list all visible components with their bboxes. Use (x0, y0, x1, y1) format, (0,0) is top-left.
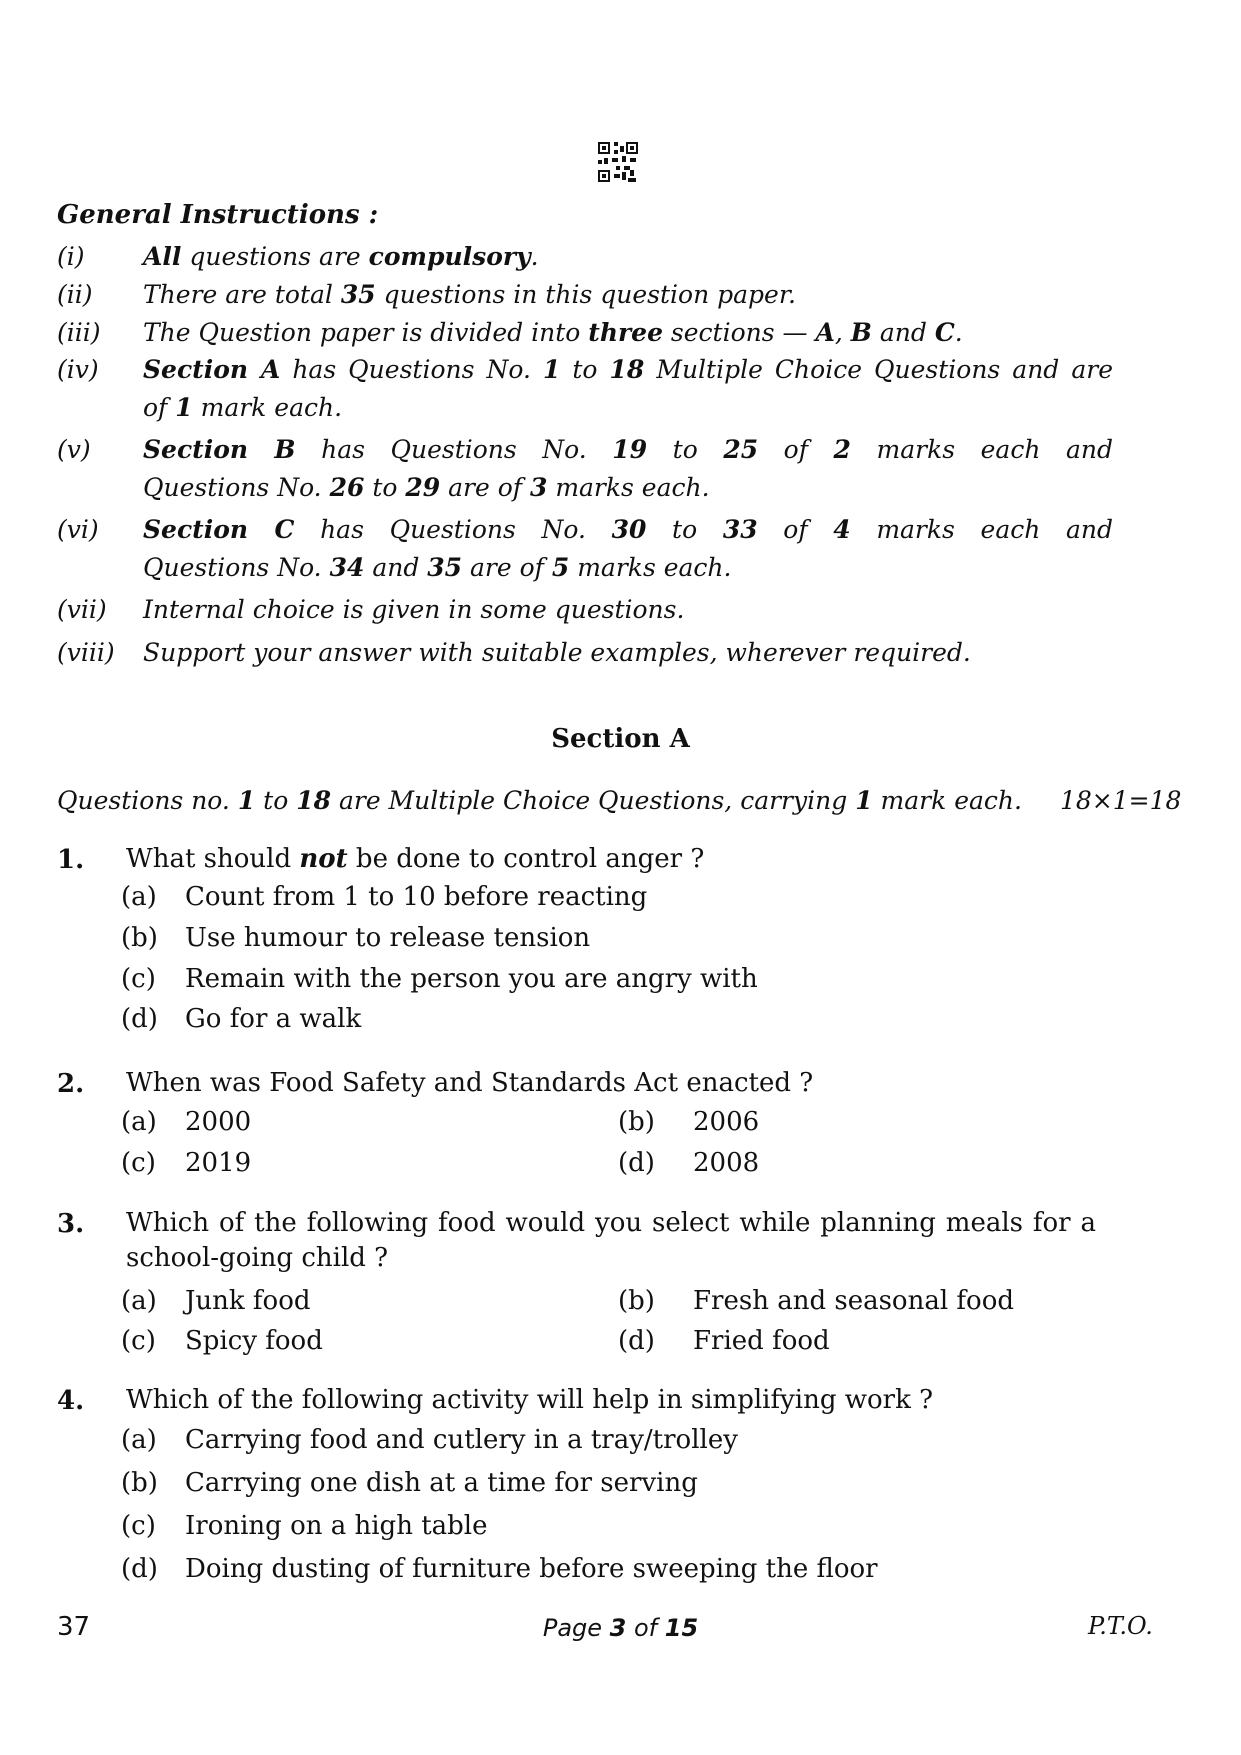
section-note (57, 786, 1022, 815)
text-run: to (560, 355, 610, 384)
text-run: 1 (175, 393, 193, 422)
option-text: Remain with the person you are angry with (185, 964, 758, 994)
text-run: to (255, 786, 297, 815)
option-letter: (b) (121, 1468, 158, 1498)
instruction-text-continued (143, 469, 710, 507)
option-text: 2000 (185, 1107, 252, 1137)
text-run: not (299, 844, 348, 874)
text-run: Section C (143, 515, 295, 544)
text-run: The Question paper is divided into (143, 318, 589, 347)
option-text: Use humour to release tension (185, 923, 591, 953)
text-run: questions in this question paper. (375, 280, 796, 309)
question-text (126, 1066, 813, 1101)
instruction-number: (ii) (57, 280, 93, 309)
text-run: 19 (612, 435, 648, 464)
text-run: 1 (237, 786, 256, 815)
option-letter: (a) (121, 1286, 157, 1316)
text-run: 30 (611, 515, 647, 544)
text-run: Multiple Choice Questions and are (644, 355, 1113, 384)
option-text: Doing dusting of furniture before sweeping the floor (185, 1554, 878, 1584)
paper-code: 37 (57, 1612, 91, 1642)
option-letter: (c) (121, 1511, 156, 1541)
text-run: to (647, 435, 724, 464)
text-run: mark each. (192, 393, 343, 422)
instruction-number: (vi) (57, 515, 99, 544)
text-run: 2 (833, 435, 851, 464)
text-run: of (757, 515, 834, 544)
text-run: Section B (143, 435, 296, 464)
text-run: Questions no. (57, 786, 238, 815)
option-text: 2008 (693, 1148, 760, 1178)
question-text (126, 1206, 1096, 1276)
pto-label: P.T.O. (1088, 1612, 1153, 1640)
text-run: What should (126, 844, 300, 874)
text-run: Section A (143, 355, 281, 384)
instruction-text-continued (143, 389, 342, 427)
page-number: Page 3 of 15 (542, 1614, 699, 1642)
text-run: 26 (329, 473, 365, 502)
text-run: three (588, 318, 663, 347)
text-run: Support your answer with suitable examples, wherever required. (143, 638, 971, 667)
option-letter: (b) (618, 1107, 655, 1137)
text-run: and (871, 318, 935, 347)
question-number: 3. (57, 1209, 85, 1239)
text-run: Internal choice is given in some questions. (143, 595, 685, 624)
text-run: 34 (329, 553, 365, 582)
instruction-text (143, 276, 796, 314)
question-number: 2. (57, 1069, 85, 1099)
text-run: be done to control anger ? (347, 844, 705, 874)
option-text: 2006 (693, 1107, 760, 1137)
qr-code-icon (598, 142, 638, 182)
text-run: are Multiple Choice Questions, carrying (331, 786, 856, 815)
instruction-number: (iv) (57, 355, 99, 384)
option-text: Junk food (185, 1286, 311, 1316)
option-text: Carrying food and cutlery in a tray/trolley (185, 1425, 738, 1455)
question-number: 4. (57, 1386, 85, 1416)
general-instructions-title: General Instructions : (57, 200, 379, 230)
text-run: are of (462, 553, 552, 582)
option-text: Ironing on a high table (185, 1511, 488, 1541)
text-run: . (530, 242, 539, 271)
text-run: marks each and (850, 435, 1113, 464)
instruction-number: (viii) (57, 638, 115, 667)
text-run: 3 (529, 473, 548, 502)
text-run: Which of the following food would you select while planning meals for a school-going child ? (126, 1208, 1096, 1273)
instruction-text (143, 351, 1113, 389)
option-letter: (d) (121, 1004, 158, 1034)
text-run: mark each. (872, 786, 1022, 815)
text-run: has Questions No. (294, 515, 612, 544)
text-run: 35 (340, 280, 376, 309)
text-run: 35 (427, 553, 463, 582)
section-marks: 18×1=18 (1060, 786, 1182, 815)
question-text (126, 842, 704, 877)
option-text: Fresh and seasonal food (693, 1286, 1014, 1316)
question-text (126, 1383, 933, 1418)
instruction-number: (vii) (57, 595, 107, 624)
question-number: 1. (57, 845, 85, 875)
text-run: has Questions No. (295, 435, 613, 464)
text-run: of (143, 393, 176, 422)
text-run: 25 (723, 435, 759, 464)
option-letter: (d) (618, 1326, 655, 1356)
text-run: B (850, 318, 872, 347)
text-run: has Questions No. (280, 355, 543, 384)
text-run: 5 (551, 553, 570, 582)
text-run: 1 (542, 355, 561, 384)
text-run: There are total (143, 280, 341, 309)
instruction-text (143, 591, 684, 629)
text-run: 1 (855, 786, 873, 815)
text-run: marks each. (547, 473, 710, 502)
text-run: 4 (833, 515, 851, 544)
text-run: questions are (181, 242, 369, 271)
instruction-text (143, 314, 963, 352)
instruction-text (143, 238, 539, 276)
text-run: compulsory (368, 242, 531, 271)
text-run: 18 (296, 786, 332, 815)
text-run: C (934, 318, 955, 347)
option-text: Carrying one dish at a time for serving (185, 1468, 698, 1498)
option-text: Fried food (693, 1326, 830, 1356)
text-run: Which of the following activity will help in simplifying work ? (126, 1385, 934, 1415)
text-run: marks each. (569, 553, 732, 582)
option-text: Count from 1 to 10 before reacting (185, 882, 648, 912)
text-run: All (143, 242, 182, 271)
option-letter: (a) (121, 1107, 157, 1137)
text-run: to (646, 515, 723, 544)
instruction-text (143, 511, 1113, 549)
text-run: A (815, 318, 835, 347)
option-letter: (d) (618, 1148, 655, 1178)
section-title: Section A (551, 724, 690, 754)
instruction-number: (i) (57, 242, 85, 271)
option-letter: (a) (121, 882, 157, 912)
text-run: . (954, 318, 963, 347)
text-run: sections — (662, 318, 816, 347)
instruction-text (143, 634, 971, 672)
text-run: , (834, 318, 851, 347)
text-run: and (364, 553, 428, 582)
option-letter: (b) (121, 923, 158, 953)
text-run: marks each and (850, 515, 1113, 544)
instruction-text (143, 431, 1113, 469)
option-text: 2019 (185, 1148, 252, 1178)
option-text: Go for a walk (185, 1004, 362, 1034)
text-run: are of (440, 473, 530, 502)
instruction-text-continued (143, 549, 731, 587)
text-run: Questions No. (143, 473, 330, 502)
text-run: 18 (609, 355, 645, 384)
option-letter: (c) (121, 964, 156, 994)
option-letter: (c) (121, 1148, 156, 1178)
text-run: of (758, 435, 834, 464)
option-letter: (a) (121, 1425, 157, 1455)
text-run: Questions No. (143, 553, 330, 582)
instruction-number: (v) (57, 435, 91, 464)
option-letter: (d) (121, 1554, 158, 1584)
text-run: When was Food Safety and Standards Act enacted ? (126, 1068, 814, 1098)
option-text: Spicy food (185, 1326, 323, 1356)
instruction-number: (iii) (57, 318, 101, 347)
text-run: 33 (722, 515, 758, 544)
text-run: 29 (405, 473, 441, 502)
option-letter: (c) (121, 1326, 156, 1356)
option-letter: (b) (618, 1286, 655, 1316)
text-run: to (364, 473, 406, 502)
